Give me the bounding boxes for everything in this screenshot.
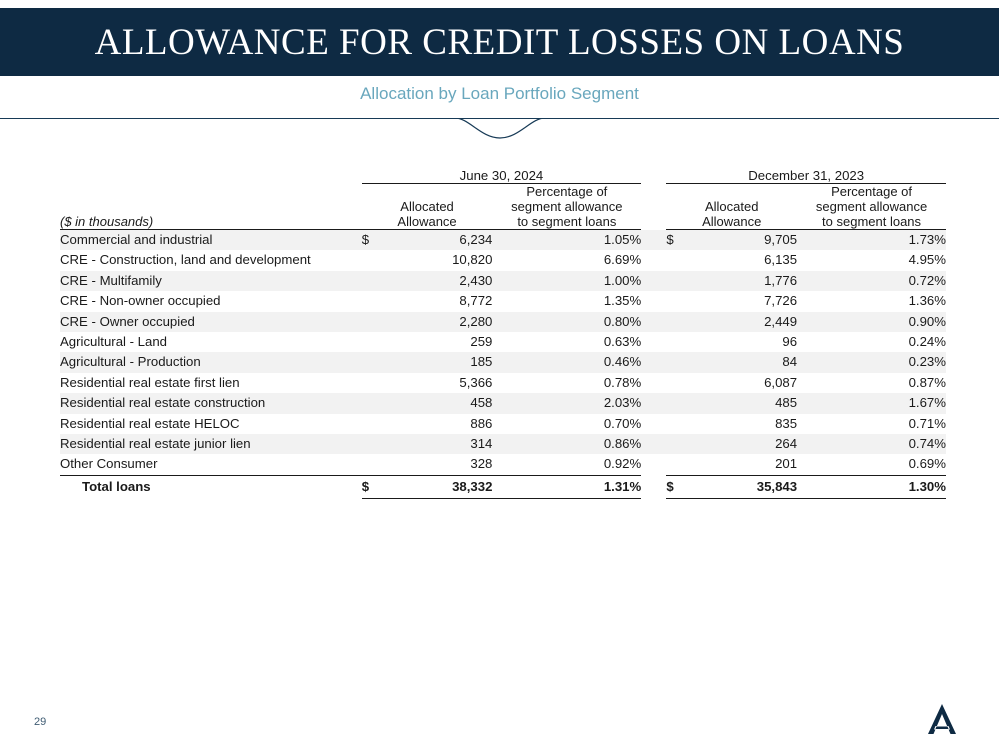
sub-header-percentage-june (492, 184, 641, 230)
row-amount-december: 2,449 (688, 312, 797, 332)
row-amount-june: 259 (470, 334, 493, 350)
row-amount-december: 485 (688, 393, 797, 413)
row-label: Agricultural - Land (60, 334, 168, 350)
row-gap (641, 434, 666, 454)
rule-gap (641, 498, 666, 499)
row-currency-december (666, 373, 688, 393)
spacer-cell (641, 168, 666, 184)
table-row (60, 271, 946, 291)
table-row (60, 393, 946, 413)
row-gap (641, 373, 666, 393)
sub-header-line2: segment allowance (815, 199, 928, 214)
row-amount-december: 6,135 (764, 252, 798, 268)
row-percent-december: 1.73% (797, 230, 946, 251)
row-currency-june: $ (362, 230, 384, 251)
sub-header-line1: Allocated (704, 199, 759, 214)
row-amount-june: 185 (384, 352, 493, 372)
row-currency-december: $ (666, 230, 688, 251)
row-percent-december: 0.69% (908, 456, 946, 472)
row-currency-december (666, 250, 688, 270)
page-title: ALLOWANCE FOR CREDIT LOSSES ON LOANS (94, 21, 905, 63)
row-currency-december (666, 332, 688, 352)
row-currency-june (362, 250, 384, 270)
table-row (60, 230, 946, 251)
row-currency-june (362, 271, 384, 291)
sub-header-percentage-december (797, 184, 946, 230)
row-currency-december (666, 434, 688, 454)
row-currency-december (666, 352, 688, 372)
row-currency-june (362, 373, 384, 393)
table-body (60, 230, 946, 499)
row-percent-june: 1.35% (603, 293, 642, 309)
table-row (60, 373, 946, 393)
row-currency-december (666, 414, 688, 434)
sub-header-allocated-allowance-december (666, 184, 797, 230)
sub-header-line2: segment allowance (511, 199, 623, 214)
row-amount-june: 328 (470, 456, 493, 472)
row-label: Residential real estate junior lien (60, 434, 362, 454)
total-amount-june: 38,332 (452, 478, 493, 494)
table-row (60, 352, 946, 372)
row-label: CRE - Non-owner occupied (60, 293, 221, 309)
row-percent-december: 0.23% (797, 352, 946, 372)
table-sub-header-row (60, 184, 946, 230)
page-number: 29 (34, 716, 47, 728)
row-amount-december: 201 (775, 456, 798, 472)
table-row (60, 250, 946, 270)
row-gap (641, 352, 666, 372)
row-percent-june: 0.80% (492, 312, 641, 332)
row-gap (641, 291, 666, 311)
units-note: ($ in thousands) (60, 214, 154, 229)
row-amount-december: 835 (775, 415, 798, 431)
row-gap (641, 393, 666, 413)
row-label: Residential real estate HELOC (60, 415, 240, 431)
row-gap (641, 271, 666, 291)
row-label: Commercial and industrial (60, 230, 362, 251)
row-label: CRE - Construction, land and development (60, 252, 311, 268)
row-label: Residential real estate first lien (60, 374, 240, 390)
rule-cell (60, 498, 362, 499)
row-gap (641, 332, 666, 352)
sub-header-line2: Allowance (702, 214, 762, 229)
row-currency-december (666, 454, 688, 474)
row-currency-december (666, 393, 688, 413)
sub-header-line3: to segment loans (517, 214, 617, 229)
row-percent-december: 0.72% (797, 271, 946, 291)
row-currency-june (362, 414, 384, 434)
row-currency-june (362, 352, 384, 372)
group-header-june: June 30, 2024 (362, 168, 642, 184)
spacer-cell (641, 184, 666, 230)
row-gap (641, 414, 666, 434)
row-currency-june (362, 312, 384, 332)
row-amount-december: 7,726 (764, 293, 798, 309)
total-percent-december: 1.30% (908, 478, 946, 494)
row-amount-december: 96 (782, 334, 798, 350)
row-percent-december: 0.87% (908, 374, 946, 390)
rule-cell (666, 498, 946, 499)
sub-header-line1: Allocated (400, 199, 454, 214)
table-total-row (60, 475, 946, 498)
spacer-cell (60, 168, 362, 184)
row-percent-december: 0.74% (797, 434, 946, 454)
row-percent-june: 0.70% (603, 415, 642, 431)
row-percent-december: 0.90% (797, 312, 946, 332)
row-percent-june: 0.63% (603, 334, 642, 350)
row-gap (641, 312, 666, 332)
row-currency-june (362, 434, 384, 454)
row-amount-december: 84 (688, 352, 797, 372)
total-currency-december: $ (666, 478, 674, 494)
row-percent-june: 2.03% (492, 393, 641, 413)
row-percent-december: 1.36% (908, 293, 946, 309)
sub-header-allocated-allowance-june (362, 184, 493, 230)
row-amount-december: 9,705 (688, 230, 797, 251)
total-bottom-rule (60, 498, 946, 499)
row-currency-june (362, 393, 384, 413)
table-row (60, 454, 946, 474)
row-amount-june: 458 (384, 393, 493, 413)
row-label: Other Consumer (60, 456, 158, 472)
rule-cell (362, 498, 642, 499)
row-amount-december: 1,776 (688, 271, 797, 291)
row-currency-december (666, 271, 688, 291)
row-percent-june: 0.46% (492, 352, 641, 372)
title-bar (0, 8, 999, 76)
total-amount-december: 35,843 (756, 478, 798, 494)
row-percent-june: 0.92% (603, 456, 642, 472)
table-row (60, 332, 946, 352)
table-row (60, 291, 946, 311)
table-row (60, 312, 946, 332)
row-label: Residential real estate construction (60, 393, 362, 413)
row-amount-june: 5,366 (459, 374, 493, 390)
row-percent-june: 0.78% (603, 374, 642, 390)
row-currency-december (666, 312, 688, 332)
row-percent-june: 1.05% (492, 230, 641, 251)
row-percent-june: 0.86% (492, 434, 641, 454)
allowance-allocation-table (60, 168, 946, 499)
row-currency-june (362, 291, 384, 311)
row-amount-june: 8,772 (459, 293, 493, 309)
swoop-decoration-icon (455, 118, 545, 140)
sub-header-line2: Allowance (397, 214, 457, 229)
total-currency-june: $ (361, 478, 370, 494)
row-percent-december: 0.71% (908, 415, 946, 431)
total-gap (641, 475, 666, 498)
row-gap (641, 250, 666, 270)
total-label: Total loans (82, 478, 151, 494)
row-amount-june: 2,430 (384, 271, 493, 291)
row-amount-december: 6,087 (764, 374, 798, 390)
row-amount-june: 886 (470, 415, 493, 431)
row-percent-june: 1.00% (492, 271, 641, 291)
row-percent-december: 0.24% (908, 334, 946, 350)
row-currency-june (362, 454, 384, 474)
table-row (60, 434, 946, 454)
sub-header-line3: to segment loans (822, 214, 922, 229)
row-percent-june: 6.69% (603, 252, 642, 268)
group-header-december: December 31, 2023 (666, 168, 946, 184)
row-percent-december: 4.95% (908, 252, 946, 268)
row-currency-december (666, 291, 688, 311)
page-subtitle: Allocation by Loan Portfolio Segment (360, 84, 639, 103)
row-percent-december: 1.67% (797, 393, 946, 413)
table-row (60, 414, 946, 434)
row-amount-june: 10,820 (452, 252, 493, 268)
sub-header-line1: Percentage of (831, 184, 913, 199)
row-label: CRE - Owner occupied (60, 312, 362, 332)
row-amount-december: 264 (688, 434, 797, 454)
table-group-header-row (60, 168, 946, 184)
row-gap (641, 230, 666, 251)
company-monogram-logo-icon (921, 702, 963, 736)
total-percent-june: 1.31% (603, 478, 642, 494)
row-gap (641, 454, 666, 474)
row-amount-june: 2,280 (384, 312, 493, 332)
row-label: Agricultural - Production (60, 352, 362, 372)
row-currency-june (362, 332, 384, 352)
row-amount-june: 314 (384, 434, 493, 454)
sub-header-line1: Percentage of (526, 184, 608, 199)
row-amount-june: 6,234 (384, 230, 493, 251)
row-label: CRE - Multifamily (60, 271, 362, 291)
